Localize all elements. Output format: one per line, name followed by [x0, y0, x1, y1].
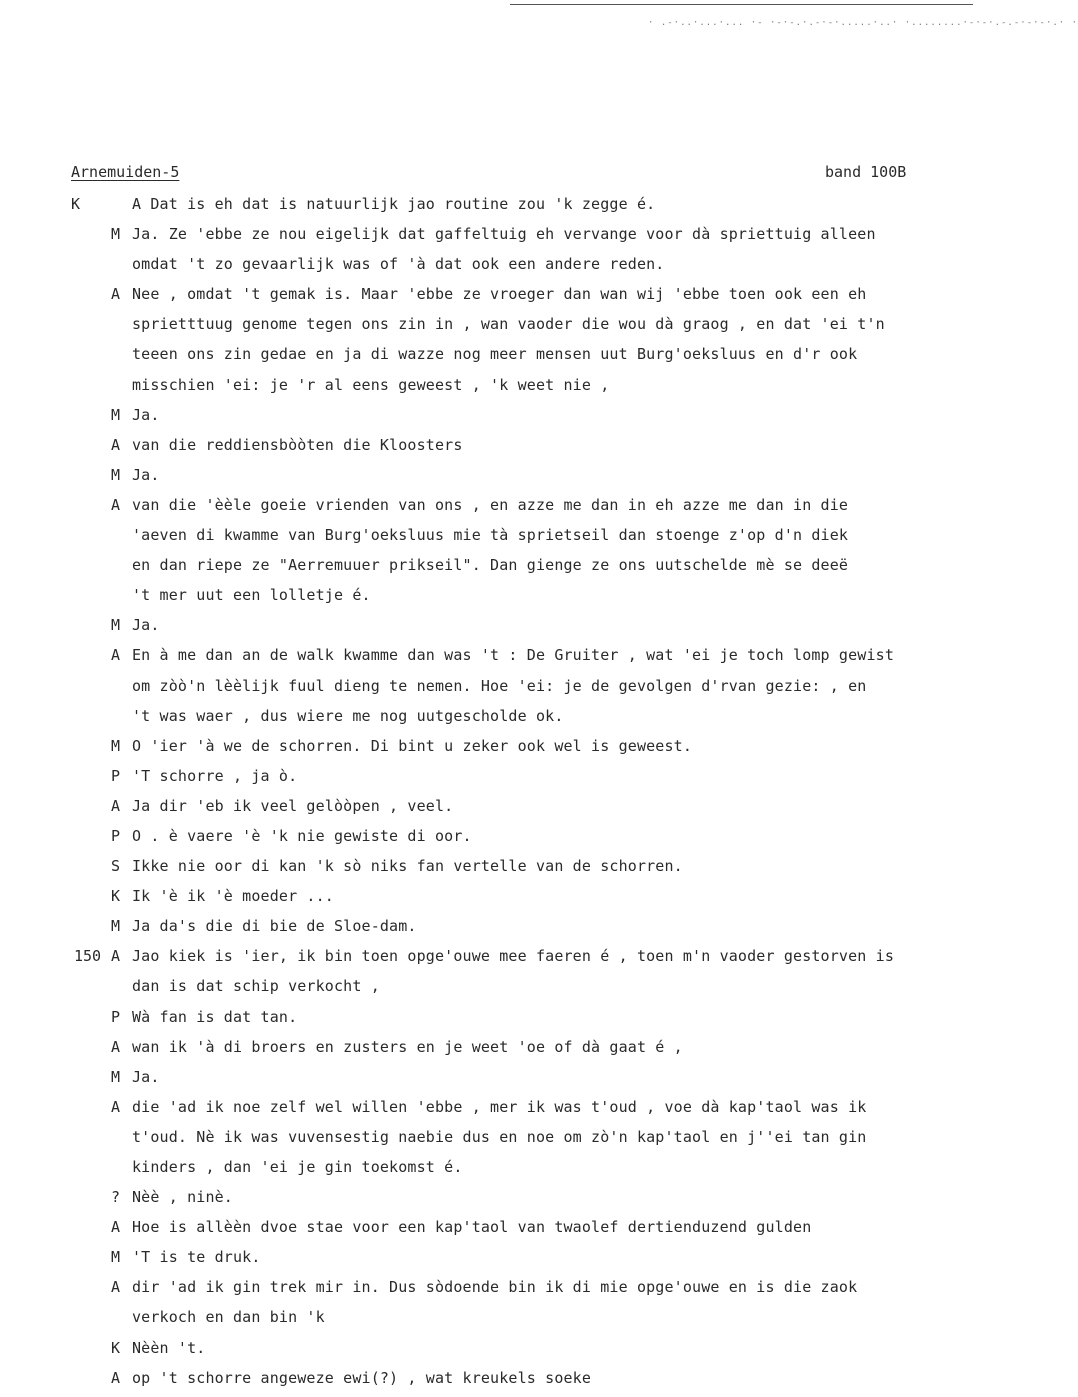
transcript-line: [0, 644, 973, 674]
utterance-continuation: dan is dat schip verkocht ,: [132, 977, 380, 996]
utterance-continuation: t'oud. Nè ik was vuvensestig naebie dus en noe om zò'n kap'taol en j''ei tan gin: [132, 1127, 867, 1146]
utterance-continuation: verkoch en dan bin 'k: [132, 1308, 325, 1327]
speaker-label: P: [111, 826, 121, 845]
transcript-line: [0, 735, 973, 765]
speaker-label: A: [111, 947, 121, 966]
utterance-continuation: kinders , dan 'ei je gin toekomst é.: [132, 1158, 463, 1176]
utterance-text: Ja.: [132, 465, 160, 484]
transcript-line: [0, 1367, 973, 1397]
speaker-label: A: [111, 1218, 121, 1237]
transcript-line: [0, 1306, 973, 1336]
speaker-label: A: [111, 1097, 121, 1116]
speaker-label: K: [111, 887, 121, 906]
utterance-text: 'T is te druk.: [132, 1248, 261, 1267]
transcript-line: [0, 464, 973, 494]
speaker-label: A: [111, 1278, 121, 1297]
speaker-label: M: [111, 1067, 121, 1086]
transcript-line: [0, 1096, 973, 1126]
speaker-label: M: [111, 465, 121, 484]
speaker-label: A: [111, 435, 121, 454]
transcript-line: [0, 524, 973, 554]
speaker-label: ?: [111, 1188, 121, 1207]
speaker-label: A: [111, 285, 121, 304]
utterance-continuation: 'aeven di kwamme van Burg'oeksluus mie tà sprietseil dan stoenge z'op d'n diek: [132, 526, 849, 545]
utterance-continuation: om zòò'n lèèlijk fuul dieng te nemen. Hoe 'ei: je de gevolgen d'rvan gezie: , en: [132, 676, 867, 695]
transcript-line: [0, 404, 973, 434]
transcript-line: [0, 253, 973, 283]
speaker-label: M: [111, 1248, 121, 1267]
transcript-line: [0, 1246, 973, 1276]
transcript-line: [0, 1156, 973, 1186]
speaker-label: A: [111, 495, 121, 514]
transcript-line: [0, 1126, 973, 1156]
speaker-label: M: [111, 405, 121, 424]
transcript-line: [0, 193, 973, 223]
transcript-line: [0, 855, 973, 885]
speaker-label: A: [111, 646, 121, 665]
utterance-text: dir 'ad ik gin trek mir in. Dus sòdoende bin ik di mie opge'ouwe en is die zaok: [132, 1278, 858, 1297]
transcript-line: [0, 1006, 973, 1036]
utterance-text: A Dat is eh dat is natuurlijk jao routine zou 'k zegge é.: [132, 195, 656, 213]
utterance-text: die 'ad ik noe zelf wel willen 'ebbe , mer ik was t'oud , voe dà kap'taol was ik: [132, 1097, 867, 1116]
utterance-text: O 'ier 'à we de schorren. Di bint u zeker ook wel is geweest.: [132, 736, 693, 755]
speaker-label: M: [111, 736, 121, 755]
utterance-text: Ja dir 'eb ik veel gelòòpen , veel.: [132, 796, 454, 815]
transcript-line: [0, 915, 973, 945]
speaker-label: K: [111, 1338, 121, 1357]
transcript-line: [0, 1337, 973, 1367]
transcript-line: [0, 1216, 973, 1246]
speaker-label: K: [71, 195, 81, 213]
utterance-text: wan ik 'à di broers en zusters en je weet 'oe of dà gaat é ,: [132, 1037, 683, 1056]
utterance-text: En à me dan an de walk kwamme dan was 't : De Gruiter , wat 'ei je toch lomp gewist: [132, 646, 895, 665]
speaker-label: A: [111, 1368, 121, 1387]
band-number: band 100B: [825, 163, 907, 181]
utterance-continuation: sprietttuug genome tegen ons zin in , wan vaoder die wou dà graog , en dat 'ei t'n: [132, 315, 885, 334]
utterance-continuation: 't was waer , dus wiere me nog uutgescholde ok.: [132, 706, 564, 725]
transcript-line: [0, 374, 973, 404]
top-margin-marks: · .-·..·...·... ·- ·-·-.·.-·-·.....·..· ·........·-·-·.-.-·-·-·.· ·: [648, 18, 1078, 28]
speaker-label: P: [111, 766, 121, 785]
transcript-line: [0, 434, 973, 464]
utterance-text: Nèè , ninè.: [132, 1188, 233, 1207]
utterance-continuation: omdat 't zo gevaarlijk was of 'à dat ook een andere reden.: [132, 255, 665, 274]
utterance-text: 'T schorre , ja ò.: [132, 766, 298, 785]
utterance-text: Nèèn 't.: [132, 1338, 206, 1357]
transcript-line: [0, 945, 973, 975]
speaker-label: M: [111, 225, 121, 244]
utterance-text: Ja. Ze 'ebbe ze nou eigelijk dat gaffeltuig eh vervange voor dà spriettuig alleen: [132, 225, 876, 244]
utterance-text: Ja.: [132, 405, 160, 424]
utterance-continuation: 't mer uut een lolletje é.: [132, 586, 371, 605]
transcript-line: [0, 1186, 973, 1216]
top-rule: [510, 4, 973, 5]
transcript-line: [0, 223, 973, 253]
transcript-line: [0, 584, 973, 614]
transcript-line: [0, 1036, 973, 1066]
transcript-line: [0, 1066, 973, 1096]
speaker-label: M: [111, 917, 121, 936]
transcript-line: [0, 283, 973, 313]
transcript-line: [0, 885, 973, 915]
transcript: [0, 193, 973, 1397]
utterance-text: van die reddiensbòòten die Kloosters: [132, 435, 463, 454]
utterance-text: O . è vaere 'è 'k nie gewiste di oor.: [132, 826, 472, 845]
document-title: Arnemuiden-5: [71, 163, 180, 181]
speaker-label: P: [111, 1007, 121, 1026]
utterance-continuation: misschien 'ei: je 'r al eens geweest , 'k weet nie ,: [132, 375, 610, 394]
speaker-label: A: [111, 796, 121, 815]
speaker-label: A: [111, 1037, 121, 1056]
utterance-text: Wà fan is dat tan.: [132, 1007, 298, 1026]
transcript-line: [0, 343, 973, 373]
utterance-text: op 't schorre angeweze ewi(?) , wat kreukels soeke: [132, 1368, 592, 1387]
transcript-line: [0, 825, 973, 855]
transcript-line: [0, 795, 973, 825]
utterance-text: Hoe is allèèn dvoe stae voor een kap'taol van twaolef dertienduzend gulden: [132, 1218, 812, 1237]
transcript-line: [0, 494, 973, 524]
utterance-text: Nee , omdat 't gemak is. Maar 'ebbe ze vroeger dan wan wij 'ebbe toen ook een eh: [132, 285, 867, 304]
transcript-line: [0, 1276, 973, 1306]
utterance-text: Jao kiek is 'ier, ik bin toen opge'ouwe mee faeren é , toen m'n vaoder gestorven is: [132, 947, 895, 966]
transcript-line: [0, 554, 973, 584]
speaker-label: S: [111, 857, 121, 876]
transcript-line: [0, 765, 973, 795]
transcript-line: [0, 705, 973, 735]
utterance-text: Ikke nie oor di kan 'k sò niks fan vertelle van de schorren.: [132, 857, 683, 876]
utterance-text: Ik 'è ik 'è moeder ...: [132, 887, 334, 906]
utterance-text: Ja.: [132, 1067, 160, 1086]
speaker-label: M: [111, 616, 121, 635]
transcript-line: [0, 614, 973, 644]
transcript-line: [0, 975, 973, 1005]
utterance-text: Ja da's die di bie de Sloe-dam.: [132, 917, 417, 936]
utterance-text: van die 'èèle goeie vrienden van ons , en azze me dan in eh azze me dan in die: [132, 495, 849, 514]
line-number: 150: [74, 947, 102, 966]
utterance-continuation: en dan riepe ze "Aerremuuer prikseil". Dan gienge ze ons uutschelde mè se deeë: [132, 556, 849, 575]
utterance-text: Ja.: [132, 616, 160, 635]
transcript-line: [0, 313, 973, 343]
transcript-line: [0, 675, 973, 705]
utterance-continuation: teeen ons zin gedae en ja di wazze nog meer mensen uut Burg'oeksluus en d'r ook: [132, 345, 858, 364]
